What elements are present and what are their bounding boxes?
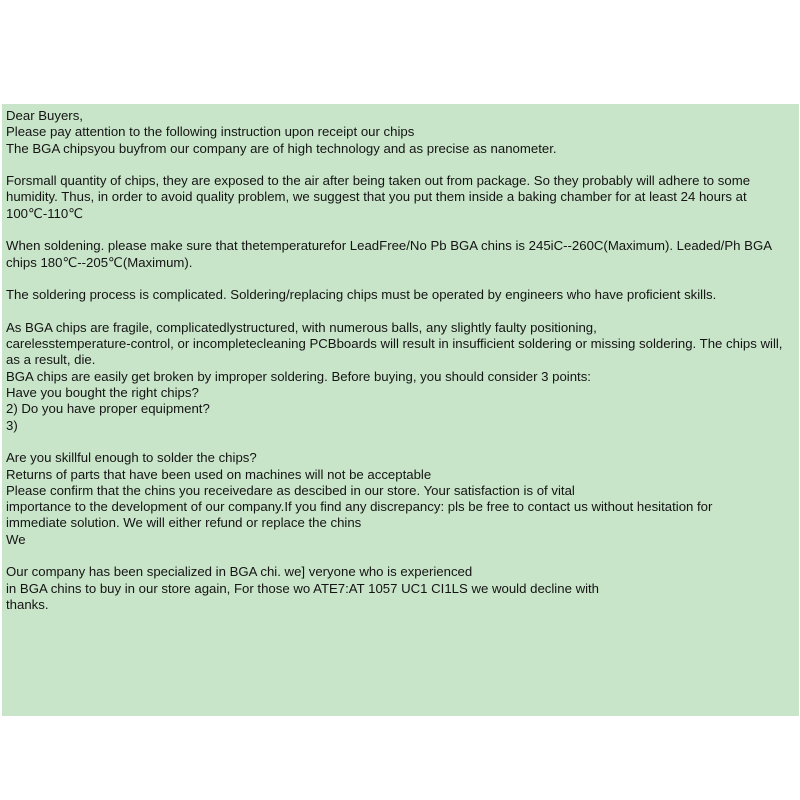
returns-paragraph-line: immediate solution. We will either refund or replace the chins — [6, 515, 362, 531]
returns-paragraph-line: importance to the development of our company.If you find any discrepancy: pls be free to contact us without hesitation for — [6, 499, 713, 515]
returns-paragraph-line: Please confirm that the chins you receivedare as descibed in our store. Your satisfaction is of vital — [6, 482, 575, 498]
soldering-temperature-line: chips 180℃--205℃(Maximum). — [6, 254, 193, 270]
company-paragraph-line: Our company has been specialized in BGA chi. we] veryone who is experienced — [6, 564, 473, 580]
paragraph-gap — [6, 304, 799, 320]
soldering-temperature-line: When soldening. please make sure that thetemperaturefor LeadFree/No Pb BGA chins is 245iC--260C(Maximum). Leaded/Ph BGA — [6, 238, 772, 254]
intro-line: The BGA chipsyou buyfrom our company are of high technology and as precise as nanometer. — [6, 140, 557, 156]
paragraph-gap — [6, 222, 799, 238]
checklist-item: 2) Do you have proper equipment? — [6, 401, 210, 417]
paragraph-gap — [6, 271, 799, 287]
paragraph-gap — [6, 548, 799, 564]
buyer-notice-panel — [2, 104, 799, 716]
humidity-paragraph-line: 100℃-110℃ — [6, 205, 84, 221]
company-paragraph-line: in BGA chins to buy in our store again, For those wo ATE7:AT 1057 UC1 CI1LS we would decline with — [6, 580, 600, 596]
checklist-item: Have you bought the right chips? — [6, 385, 199, 401]
intro-line: Please pay attention to the following instruction upon receipt our chips — [6, 124, 415, 140]
returns-paragraph-line: We — [6, 531, 26, 547]
returns-paragraph-line: Returns of parts that have been used on machines will not be acceptable — [6, 466, 432, 482]
paragraph-gap — [6, 157, 799, 173]
humidity-paragraph-line: Forsmall quantity of chips, they are exposed to the air after being taken out from package. So they probably will adhere to some — [6, 173, 751, 189]
humidity-paragraph-line: humidity. Thus, in order to avoid quality problem, we suggest that you put them inside a baking chamber for at least 24 hours at — [6, 189, 747, 205]
returns-paragraph-line: Are you skillful enough to solder the chips? — [6, 450, 257, 466]
greeting-line: Dear Buyers, — [6, 108, 83, 123]
checklist-item: 3) — [6, 417, 18, 433]
company-paragraph-line: thanks. — [6, 596, 49, 612]
fragility-paragraph-line: BGA chips are easily get broken by improper soldering. Before buying, you should consider 3 points: — [6, 368, 591, 384]
paragraph-gap — [6, 434, 799, 450]
fragility-paragraph-line: as a result, die. — [6, 352, 96, 368]
fragility-paragraph-line: As BGA chips are fragile, complicatedlystructured, with numerous balls, any slightly faulty positioning, — [6, 319, 597, 335]
soldering-process-line: The soldering process is complicated. Soldering/replacing chips must be operated by engineers who have proficient skills. — [6, 287, 717, 303]
fragility-paragraph-line: carelesstemperature-control, or incompletecleaning PCBboards will result in insufficient soldering or missing soldering. The chips will, — [6, 336, 783, 352]
